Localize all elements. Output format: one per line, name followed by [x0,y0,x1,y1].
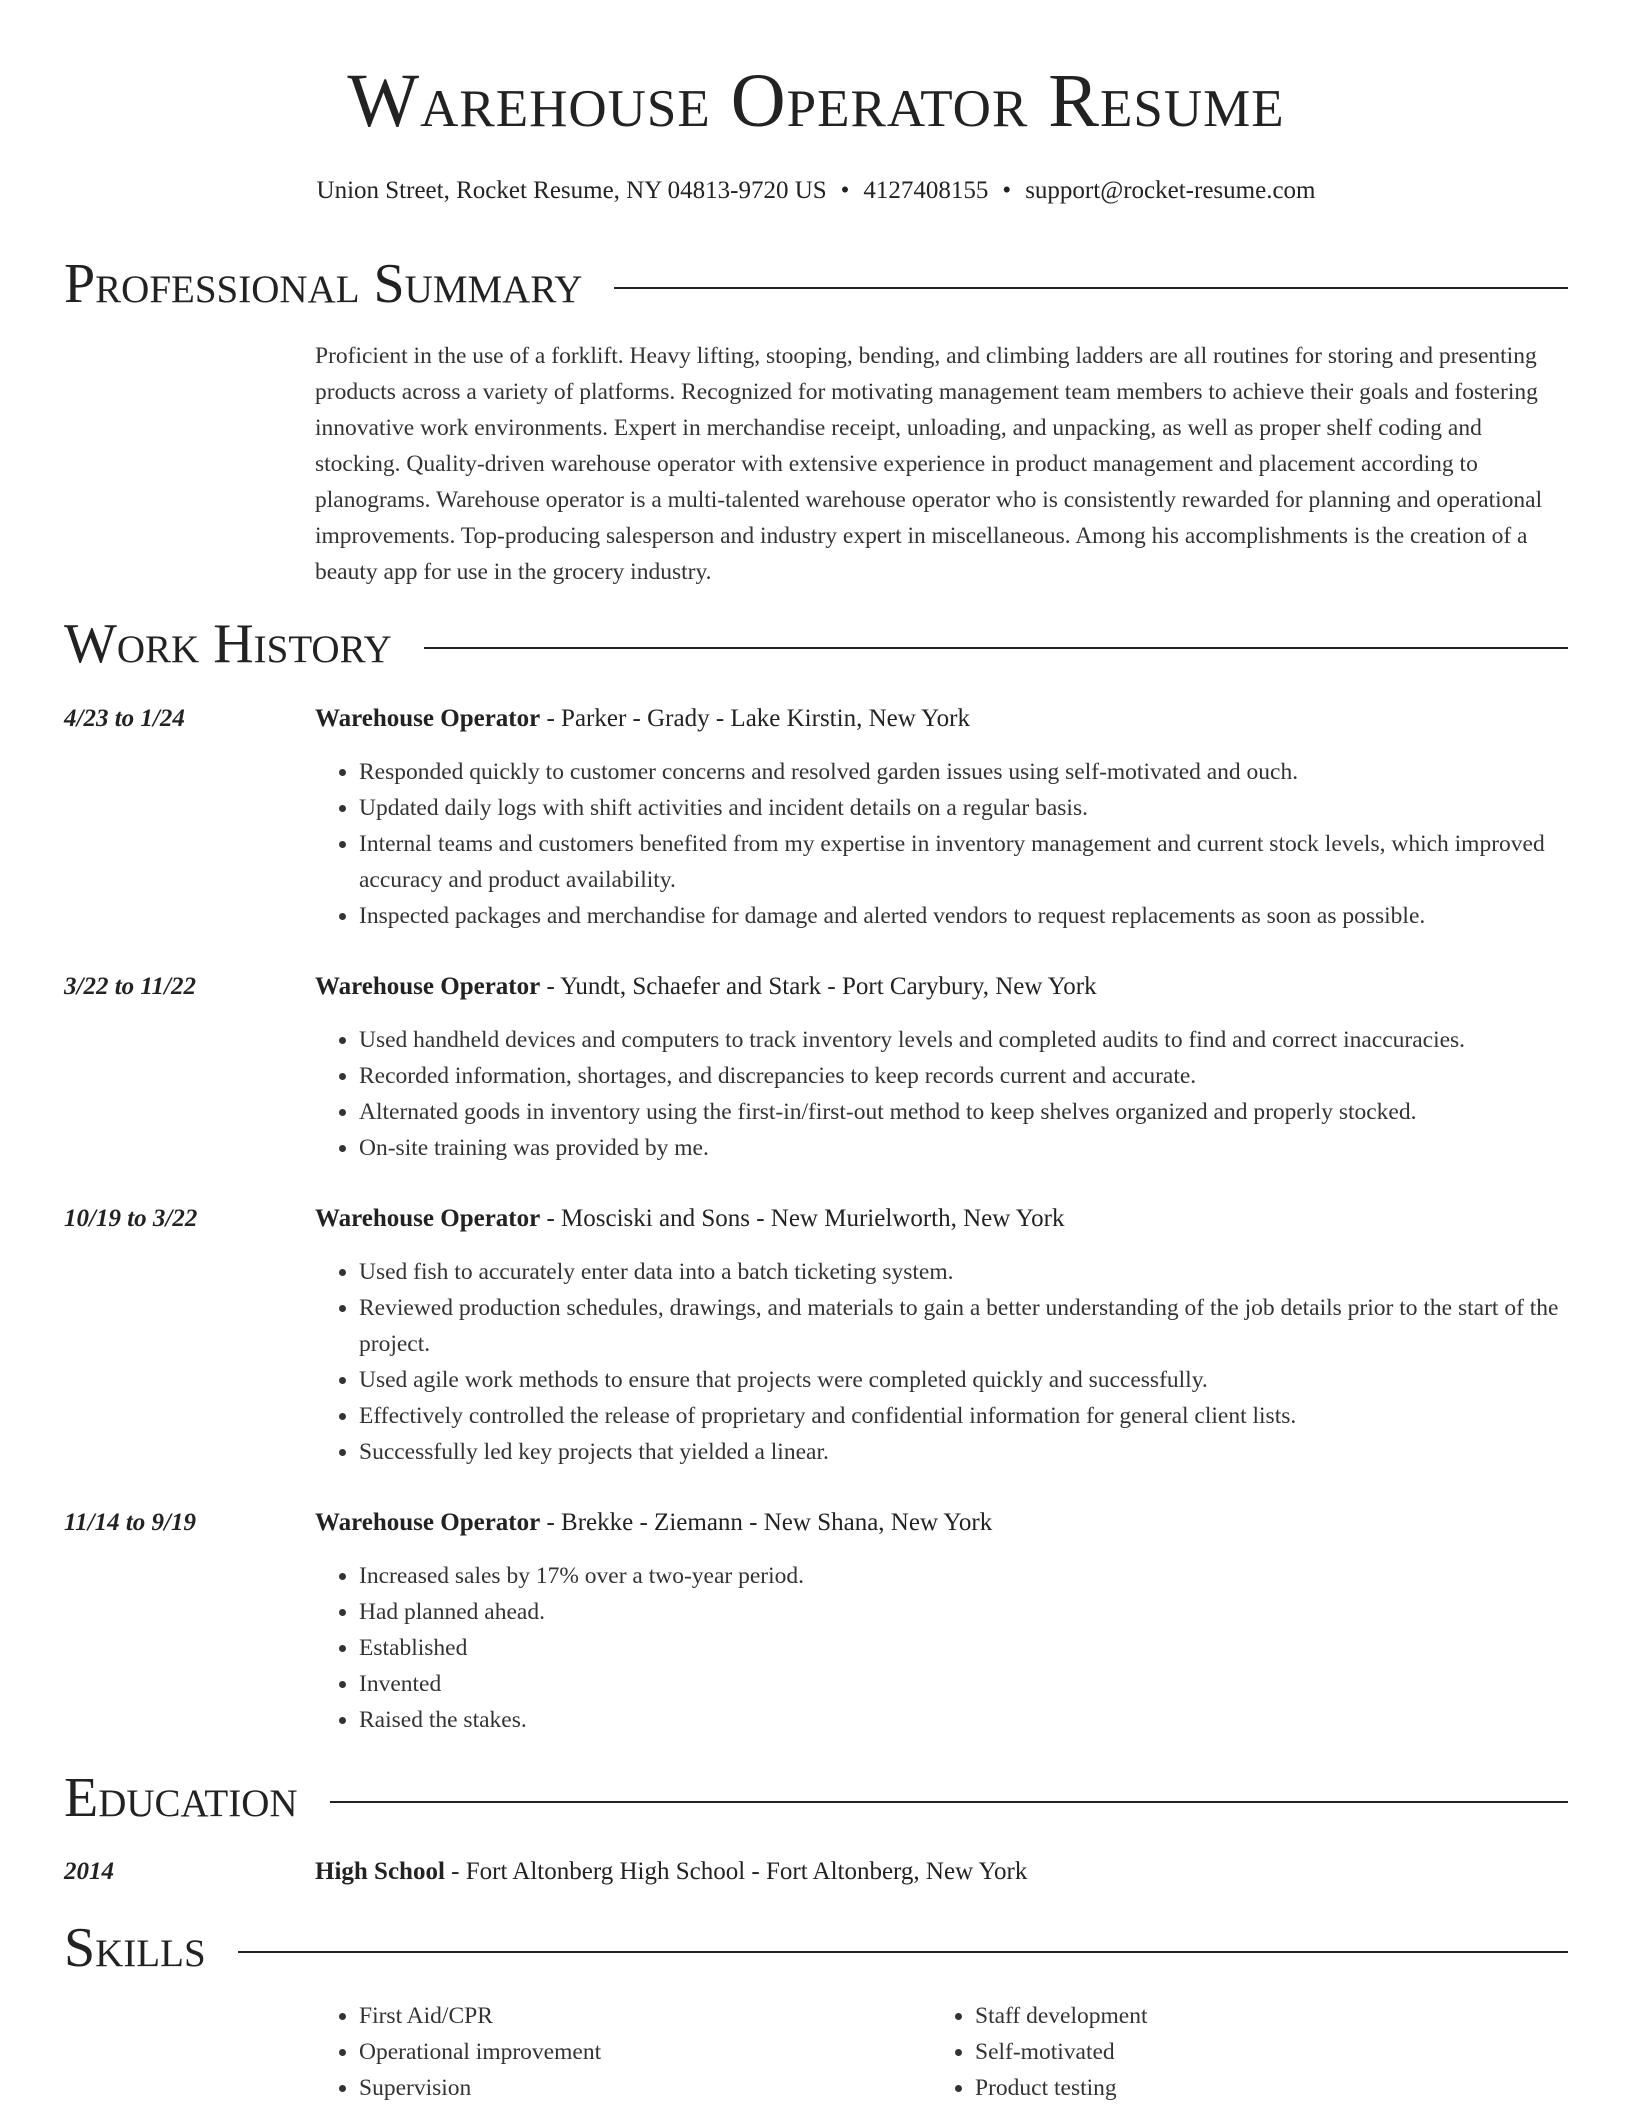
job-title: Warehouse Operator [315,1205,541,1232]
job-bullet: • Invented [359,1666,1568,1702]
summary-heading: Professional Summary [64,253,583,315]
job-heading [315,1506,992,1540]
education-heading: Education [64,1767,298,1829]
summary-text: Proficient in the use of a forklift. Heavy lifting, stooping, bending, and climbing ladders are all routines for storing and presenting products across a variety of platforms. Recognized for motivating management team members to achieve their goals and fostering innovative work environments. Expert in merchandise receipt, unloading, and unpacking, as well as proper shelf coding and stocking. Quality-driven warehouse operator with extensive experience in product management and placement according to planograms. Warehouse operator is a multi-talented warehouse operator who is consistently rewarded for planning and operational improvements. Top-producing salesperson and industry expert in miscellaneous. Among his accomplishments is the creation of a beauty app for use in the grocery industry. [315,343,1543,585]
section-divider [330,1801,1568,1803]
section-divider [424,647,1568,649]
job-employer-location: - Mosciski and Sons - New Murielworth, New York [540,1205,1065,1232]
skills-heading: Skills [64,1917,206,1979]
job-bullet: • Raised the stakes. [359,1702,1568,1738]
job-title: Warehouse Operator [315,1509,541,1536]
contact-email: support@rocket-resume.com [1025,177,1316,204]
summary-section-header [64,254,1568,316]
resume-title: Warehouse Operator Resume [347,59,1285,143]
skill-item: • Operational improvement [359,2034,601,2070]
job-dates: 11/14 to 9/19 [64,1509,196,1536]
education-year: 2014 [64,1858,114,1885]
education-degree: High School [315,1858,445,1885]
education-section-header [64,1768,1568,1830]
job-bullet: • Had planned ahead. [359,1594,1568,1630]
job-bullet: • Updated daily logs with shift activities and incident details on a regular basis. [359,790,1568,826]
contact-line [0,174,1632,208]
job-heading [315,970,1097,1004]
job-heading [315,1202,1065,1236]
job-employer-location: - Brekke - Ziemann - New Shana, New York [540,1509,993,1536]
skills-column-left [315,1998,601,2106]
job-dates: 10/19 to 3/22 [64,1205,198,1232]
job-bullets [315,754,1568,934]
education-school-location: - Fort Altonberg High School - Fort Altonberg, New York [444,1858,1028,1885]
job-dates: 3/22 to 11/22 [64,973,196,1000]
education-heading-line [315,1855,1027,1889]
job-bullets [315,1558,1568,1738]
job-bullet: • Inspected packages and merchandise for damage and alerted vendors to request replacements as soon as possible. [359,898,1568,934]
contact-phone: 4127408155 [863,177,989,204]
job-bullet: • Successfully led key projects that yielded a linear. [359,1434,1568,1470]
job-bullet: • Internal teams and customers benefited from my expertise in inventory management and current stock levels, which improved accuracy and product availability. [359,826,1568,898]
job-bullet: • Established [359,1630,1568,1666]
contact-separator: • [840,177,850,204]
job-bullet: • Recorded information, shortages, and discrepancies to keep records current and accurate. [359,1058,1568,1094]
job-title: Warehouse Operator [315,973,541,1000]
section-divider [238,1951,1568,1953]
skill-item: • First Aid/CPR [359,1998,601,2034]
section-divider [614,287,1568,289]
job-employer-location: - Parker - Grady - Lake Kirstin, New York [540,705,970,732]
job-bullet: • Increased sales by 17% over a two-year period. [359,1558,1568,1594]
skill-item: • Self-motivated [975,2034,1148,2070]
job-bullet: • Used handheld devices and computers to track inventory levels and completed audits to find and correct inaccuracies. [359,1022,1568,1058]
job-dates: 4/23 to 1/24 [64,705,185,732]
skills-column-right [931,1998,1148,2106]
job-bullet: • On-site training was provided by me. [359,1130,1568,1166]
skill-item: • Product testing [975,2070,1148,2106]
job-title: Warehouse Operator [315,705,541,732]
skills-section-header [64,1918,1568,1980]
skill-item: • Supervision [359,2070,601,2106]
work-history-section-header [64,614,1568,676]
job-bullet: • Responded quickly to customer concerns and resolved garden issues using self-motivated and ouch. [359,754,1568,790]
job-bullet: • Effectively controlled the release of proprietary and confidential information for general client lists. [359,1398,1568,1434]
job-heading [315,702,970,736]
job-bullet: • Reviewed production schedules, drawings, and materials to gain a better understanding of the job details prior to the start of the project. [359,1290,1568,1362]
job-bullet: • Used agile work methods to ensure that projects were completed quickly and successfully. [359,1362,1568,1398]
work-history-heading: Work History [64,613,392,675]
job-bullet: • Alternated goods in inventory using the first-in/first-out method to keep shelves organized and properly stocked. [359,1094,1568,1130]
job-bullets [315,1022,1568,1166]
skill-item: • Staff development [975,1998,1148,2034]
job-bullets [315,1254,1568,1470]
contact-separator: • [1002,177,1012,204]
job-bullet: • Used fish to accurately enter data into a batch ticketing system. [359,1254,1568,1290]
job-employer-location: - Yundt, Schaefer and Stark - Port Carybury, New York [540,973,1097,1000]
contact-address: Union Street, Rocket Resume, NY 04813-9720 US [316,177,827,204]
